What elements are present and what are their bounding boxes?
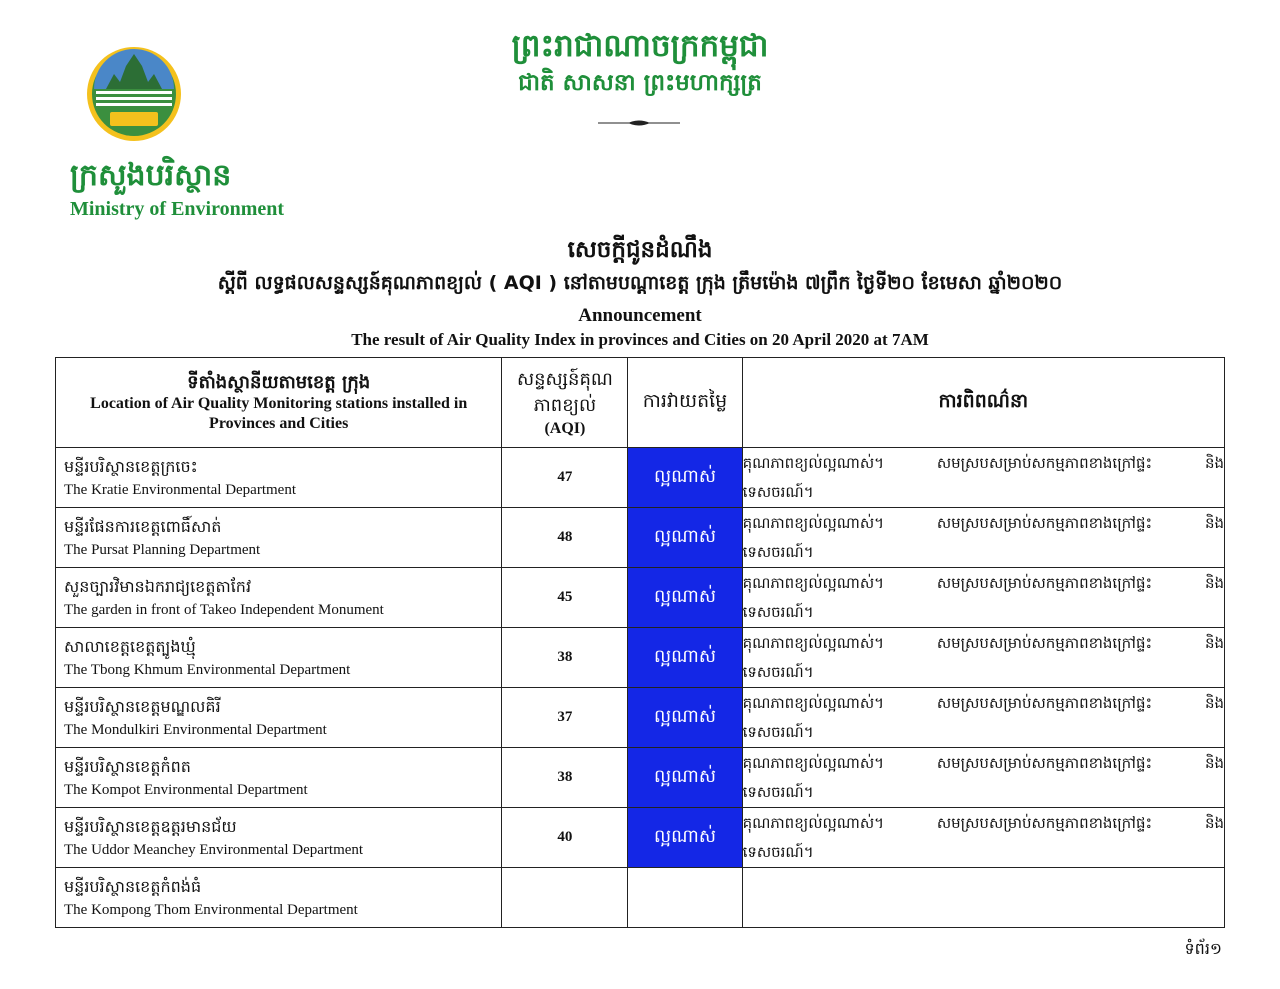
description-part-c: និង [1204, 693, 1224, 712]
announcement-title-en: Announcement [578, 305, 702, 326]
description-part-b: សមស្របសម្រាប់សកម្មភាពខាងក្រៅផ្ទះ [936, 813, 1153, 832]
header-location-kh: ទីតាំងស្ថានីយតាមខេត្ត ក្រុង [187, 371, 371, 393]
location-cell [56, 448, 502, 508]
evaluation-badge: ល្អណាស់ [628, 448, 742, 508]
location-name-kh: មន្ទីរបរិស្ថានខេត្តកំពង់ធំ [64, 876, 202, 896]
ministry-name-en: Ministry of Environment [70, 198, 285, 220]
aqi-value: 45 [502, 568, 628, 628]
description-part-a: គុណភាពខ្យល់ល្អណាស់។ [742, 453, 884, 472]
national-motto: ជាតិ សាសនា ព្រះមហាក្សត្រ [518, 69, 762, 96]
aqi-value: 48 [502, 508, 628, 568]
ministry-name-kh: ក្រសួងបរិស្ថាន [70, 158, 232, 193]
header-aqi-kh-1: សន្ទស្សន៍គុណ [516, 368, 613, 390]
description-cell [742, 628, 1224, 688]
description-part-a: គុណភាពខ្យល់ល្អណាស់។ [742, 633, 884, 652]
location-name-kh: មន្ទីរបរិស្ថានខេត្តកំពត [64, 756, 191, 776]
description-part-d: ទេសចរណ៍។ [742, 482, 814, 501]
location-name-kh: មន្ទីរបរិស្ថានខេត្តក្រចេះ [64, 456, 198, 476]
location-name-kh: មន្ទីរបរិស្ថានខេត្តឧត្តរមានជ័យ [64, 816, 237, 836]
header-aqi [502, 358, 628, 448]
description-part-d: ទេសចរណ៍។ [742, 782, 814, 801]
location-name-en: The Kratie Environmental Department [64, 481, 296, 498]
header-evaluation: ការវាយតម្លៃ [628, 358, 742, 448]
location-name-kh: មន្ទីរផែនការខេត្តពោធិ៍សាត់ [64, 516, 222, 536]
description-part-c: និង [1204, 573, 1224, 592]
description-cell [742, 568, 1224, 628]
location-name-en: The Uddor Meanchey Environmental Department [64, 841, 364, 858]
description-cell [742, 448, 1224, 508]
aqi-value: 37 [502, 688, 628, 748]
description-part-c: និង [1204, 513, 1224, 532]
location-name-en: The Pursat Planning Department [64, 541, 261, 558]
description-part-b: សមស្របសម្រាប់សកម្មភាពខាងក្រៅផ្ទះ [936, 633, 1153, 652]
description-cell [742, 688, 1224, 748]
evaluation-badge: ល្អណាស់ [628, 748, 742, 808]
description-cell [742, 508, 1224, 568]
header-description: ការពិពណ៌នា [742, 358, 1224, 448]
description-part-a: គុណភាពខ្យល់ល្អណាស់។ [742, 753, 884, 772]
location-name-en: The Kompong Thom Environmental Department [64, 901, 358, 918]
description-part-d: ទេសចរណ៍។ [742, 542, 814, 561]
location-name-kh: សួនច្បារវិមានឯករាជ្យខេត្តតាកែវ [64, 576, 252, 596]
description-part-c: និង [1204, 813, 1224, 832]
ministry-logo [84, 44, 184, 144]
aqi-value: 38 [502, 748, 628, 808]
aqi-value [502, 868, 628, 928]
description-part-c: និង [1204, 633, 1224, 652]
location-name-kh: សាលាខេត្តខេត្តត្បូងឃ្មុំ [64, 636, 196, 656]
aqi-value: 47 [502, 448, 628, 508]
location-name-kh: មន្ទីរបរិស្ថានខេត្តមណ្ឌលគិរី [64, 696, 221, 716]
location-name-en: The Tbong Khmum Environmental Department [64, 661, 351, 678]
description-part-c: និង [1204, 753, 1224, 772]
description-part-d: ទេសចរណ៍។ [742, 662, 814, 681]
table-row [56, 628, 1225, 688]
description-cell [742, 748, 1224, 808]
announcement-title-kh: សេចក្តីជូនដំណឹង [567, 237, 713, 263]
page-number: ទំព័រ១ [1184, 939, 1222, 958]
description-part-d: ទេសចរណ៍។ [742, 602, 814, 621]
evaluation-badge: ល្អណាស់ [628, 688, 742, 748]
evaluation-badge [628, 868, 742, 928]
location-cell [56, 808, 502, 868]
header-location-en: Location of Air Quality Monitoring stations installed in Provinces and Cities [90, 394, 468, 432]
table-row [56, 568, 1225, 628]
aqi-value: 38 [502, 628, 628, 688]
table-row [56, 808, 1225, 868]
location-name-en: The Kompot Environmental Department [64, 781, 308, 798]
description-part-a: គុណភាពខ្យល់ល្អណាស់។ [742, 693, 884, 712]
kingdom-name: ព្រះរាជាណាចក្រកម្ពុជា [511, 28, 769, 64]
table-row [56, 688, 1225, 748]
description-cell [742, 868, 1224, 928]
description-part-b: សមស្របសម្រាប់សកម្មភាពខាងក្រៅផ្ទះ [936, 453, 1153, 472]
location-name-en: The garden in front of Takeo Independent Monument [64, 601, 384, 618]
evaluation-badge: ល្អណាស់ [628, 568, 742, 628]
description-part-b: សមស្របសម្រាប់សកម្មភាពខាងក្រៅផ្ទះ [936, 693, 1153, 712]
evaluation-badge: ល្អណាស់ [628, 808, 742, 868]
location-cell [56, 508, 502, 568]
description-part-c: និង [1204, 453, 1224, 472]
evaluation-badge: ល្អណាស់ [628, 508, 742, 568]
announcement-subtitle-en: The result of Air Quality Index in provinces and Cities on 20 April 2020 at 7AM [351, 330, 929, 349]
description-part-b: សមស្របសម្រាប់សកម្មភាពខាងក្រៅផ្ទះ [936, 573, 1153, 592]
table-row [56, 868, 1225, 928]
description-part-b: សមស្របសម្រាប់សកម្មភាពខាងក្រៅផ្ទះ [936, 513, 1153, 532]
description-part-b: សមស្របសម្រាប់សកម្មភាពខាងក្រៅផ្ទះ [936, 753, 1153, 772]
description-cell [742, 808, 1224, 868]
header-location [56, 358, 502, 448]
location-name-en: The Mondulkiri Environmental Department [64, 721, 327, 738]
location-cell [56, 748, 502, 808]
description-part-a: គុណភាពខ្យល់ល្អណាស់។ [742, 813, 884, 832]
description-part-d: ទេសចរណ៍។ [742, 842, 814, 861]
ornament-divider [598, 118, 680, 128]
description-part-a: គុណភាពខ្យល់ល្អណាស់។ [742, 513, 884, 532]
description-part-d: ទេសចរណ៍។ [742, 722, 814, 741]
header-aqi-en: (AQI) [544, 419, 586, 437]
table-row [56, 508, 1225, 568]
table-row [56, 748, 1225, 808]
location-cell [56, 568, 502, 628]
location-cell [56, 628, 502, 688]
header-aqi-kh-2: ភាពខ្យល់ [533, 394, 597, 416]
location-cell [56, 688, 502, 748]
kingdom-motto [440, 26, 840, 100]
announcement-subtitle-kh: ស្តីពី លទ្ធផលសន្ទស្សន៍គុណភាពខ្យល់ ( AQI ) នៅតាមបណ្តាខេត្ត ក្រុង ត្រឹមម៉ោង ៧ព្រឹក ថ្ងៃទី២០ ខែមេសា ឆ្នាំ២០២០ [217, 272, 1063, 294]
aqi-value: 40 [502, 808, 628, 868]
evaluation-badge: ល្អណាស់ [628, 628, 742, 688]
aqi-table [55, 357, 1225, 928]
location-cell [56, 868, 502, 928]
table-row [56, 448, 1225, 508]
description-part-a: គុណភាពខ្យល់ល្អណាស់។ [742, 573, 884, 592]
table-header-row [56, 358, 1225, 448]
